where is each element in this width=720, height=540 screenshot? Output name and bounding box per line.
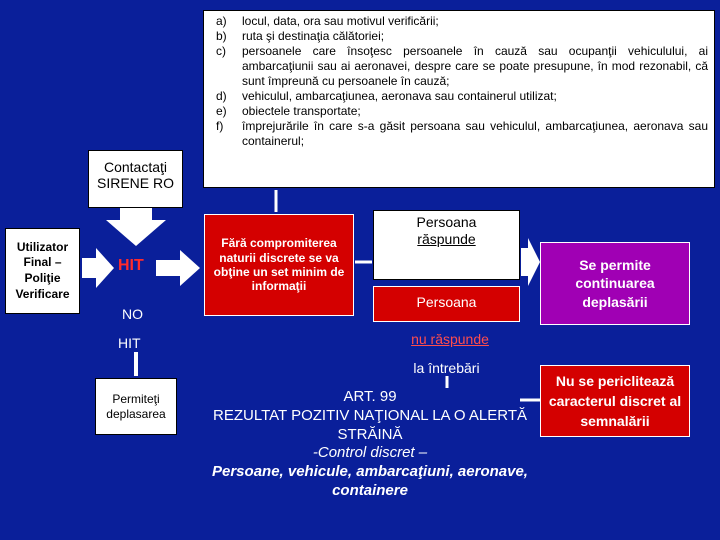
art99-summary [205,388,535,501]
info-item: a) locul, data, ora sau motivul verificării; [216,14,439,28]
responds-line2: răspunde [417,230,476,247]
hit-label-secondary: HIT [118,335,141,351]
not-responds-line1: Persoana [416,294,477,310]
user-line4: Verificare [15,286,70,301]
continue-travel-box: Se permite continuarea deplasării [540,242,690,325]
art99-subjects: Persoane, vehicule, ambarcaţiuni, aeronave, containere [212,463,528,499]
user-line2: Final – [23,255,62,270]
art99-result: REZULTAT POZITIV NAŢIONAL LA O ALERTĂ STRĂINĂ [213,406,527,443]
end-user-box [5,228,80,314]
info-item: b) ruta şi destinaţia călătoriei; [216,29,385,43]
permit-line2: deplasarea [106,406,166,421]
sirene-line1: Contactaţi [103,159,168,175]
info-item: e) obiectele transportate; [216,104,361,118]
arrow-hit-right [156,250,200,286]
permit-travel-box [95,378,177,435]
discreet-preserved-box: Nu se periclitează caracterul discret al semnalării [540,365,690,437]
not-responds-line3: la întrebări [413,360,480,376]
not-responds-line2: nu răspunde [411,331,489,347]
info-item: f) împrejurările în care s-a găsit persoana sau vehiculul, ambarcaţiunea, aeronava sau containerul; [216,119,708,148]
contact-sirene-box [88,150,183,208]
info-item: d) vehiculul, ambarcaţiunea, aeronava sau containerul utilizat; [216,89,557,103]
art99-title: ART. 99 [343,388,397,405]
minimal-info-box: Fără compromiterea naturii discrete se va obţine un set minim de informaţii [204,214,354,316]
responds-heading [373,214,520,248]
no-label: NO [122,306,143,322]
verification-info-list [203,10,715,188]
permit-line1: Permiteţi [112,392,160,407]
arrow-responds-right [521,238,540,286]
arrow-sirene-down [106,208,166,246]
user-line1: Utilizator [16,239,69,254]
info-item: c) persoanele care însoţesc persoanele în cauză sau ocupanţii vehiculului, ai ambarcaţiunii sau ai aeronavei, despre care se poate presupune, în mod rezonabil, că sunt împreună cu persoanele în cauză; [216,44,708,88]
art99-control: -Control discret – [312,444,428,462]
user-line3: Poliţie [24,271,61,285]
hit-label: HIT [118,257,144,274]
arrow-user-right [82,248,114,288]
responds-line1: Persoana [416,214,477,230]
responds-line3: la întrebări [413,265,480,281]
sirene-line2: SIRENE RO [96,175,174,191]
